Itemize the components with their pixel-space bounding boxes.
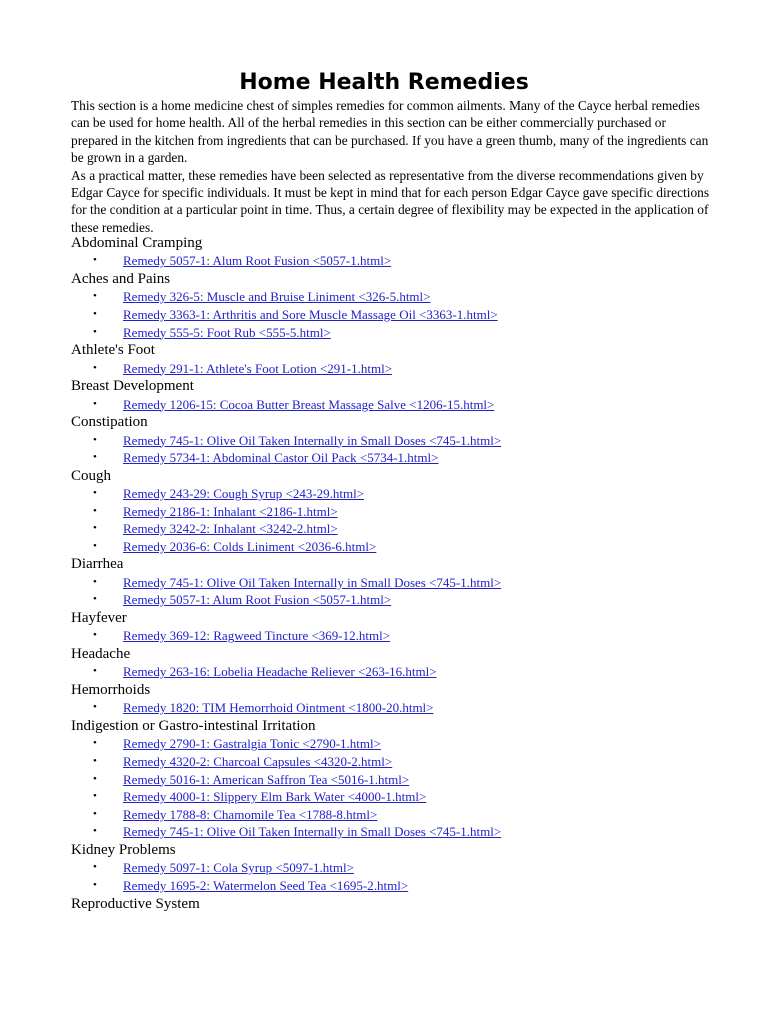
list-item — [71, 396, 731, 414]
list-item — [71, 520, 731, 538]
section-title: Reproductive System — [71, 895, 200, 912]
bullet-icon: • — [93, 307, 97, 320]
remedy-sections — [71, 234, 731, 913]
remedy-list — [71, 663, 731, 681]
section-title: Indigestion or Gastro-intestinal Irritation — [71, 718, 316, 734]
remedy-link[interactable]: Remedy 5057-1: Alum Root Fusion <5057-1.html> — [123, 592, 392, 608]
list-item — [71, 574, 731, 592]
list-item — [71, 788, 731, 806]
bullet-icon: • — [93, 790, 97, 803]
remedy-section — [71, 234, 731, 270]
bullet-icon: • — [93, 451, 97, 464]
remedy-link[interactable]: Remedy 5016-1: American Saffron Tea <5016-1.html> — [123, 771, 410, 787]
remedy-link[interactable]: Remedy 2790-1: Gastralgia Tonic <2790-1.html> — [123, 736, 381, 752]
remedy-list — [71, 288, 731, 341]
remedy-link[interactable]: Remedy 4320-2: Charcoal Capsules <4320-2.html> — [123, 753, 393, 769]
remedy-section — [71, 895, 731, 913]
bullet-icon: • — [93, 290, 97, 303]
remedy-link[interactable]: Remedy 3242-2: Inhalant <3242-2.html> — [123, 521, 338, 537]
section-title: Cough — [71, 467, 112, 484]
list-item — [71, 806, 731, 824]
list-item — [71, 859, 731, 877]
remedy-link[interactable]: Remedy 2186-1: Inhalant <2186-1.html> — [123, 503, 338, 519]
remedy-link[interactable]: Remedy 263-16: Lobelia Headache Reliever <263-16.html> — [123, 664, 437, 680]
section-title: Hayfever — [71, 610, 127, 627]
bullet-icon: • — [93, 487, 97, 500]
list-item — [71, 503, 731, 521]
section-title: Abdominal Cramping — [71, 235, 203, 251]
section-title: Headache — [71, 646, 131, 663]
list-item — [71, 485, 731, 503]
remedy-link[interactable]: Remedy 745-1: Olive Oil Taken Internally in Small Doses <745-1.html> — [123, 824, 502, 840]
intro-text — [71, 97, 711, 236]
list-item — [71, 823, 731, 841]
section-title: Hemorrhoids — [71, 682, 151, 699]
list-item — [71, 432, 731, 450]
list-item — [71, 663, 731, 681]
remedy-link[interactable]: Remedy 555-5: Foot Rub <555-5.html> — [123, 324, 331, 340]
bullet-icon: • — [93, 522, 97, 535]
remedy-link[interactable]: Remedy 3363-1: Arthritis and Sore Muscle Massage Oil <3363-1.html> — [123, 306, 498, 322]
list-item — [71, 360, 731, 378]
remedy-list — [71, 252, 731, 270]
bullet-icon: • — [93, 629, 97, 642]
bullet-icon: • — [93, 593, 97, 606]
list-item — [71, 324, 731, 342]
bullet-icon: • — [93, 665, 97, 678]
remedy-section — [71, 413, 731, 467]
remedy-link[interactable]: Remedy 1788-8: Chamomile Tea <1788-8.html> — [123, 806, 378, 822]
remedy-section — [71, 341, 731, 377]
remedy-link[interactable]: Remedy 5734-1: Abdominal Castor Oil Pack <5734-1.html> — [123, 450, 439, 466]
list-item — [71, 538, 731, 556]
bullet-icon: • — [93, 539, 97, 552]
list-item — [71, 306, 731, 324]
section-title: Diarrhea — [71, 556, 124, 573]
bullet-icon: • — [93, 397, 97, 410]
remedy-list — [71, 485, 731, 555]
remedy-list — [71, 735, 731, 841]
list-item — [71, 699, 731, 717]
remedy-section — [71, 270, 731, 341]
page-title: Home Health Remedies — [239, 70, 529, 95]
bullet-icon: • — [93, 754, 97, 767]
remedy-section — [71, 717, 731, 841]
remedy-section — [71, 681, 731, 717]
remedy-list — [71, 396, 731, 414]
list-item — [71, 877, 731, 895]
intro-paragraph-1: This section is a home medicine chest of simples remedies for common ailments. Many of the Cayce herbal remedies can be used for home health. All of the herbal remedies in this section can be either commercially purchased or prepared in the kitchen from ingredients that can be purchased. If you have a green thumb, many of the ingredients can be grown in a garden. — [71, 98, 709, 166]
remedy-section — [71, 841, 731, 895]
remedy-section — [71, 467, 731, 556]
section-title: Aches and Pains — [71, 270, 171, 287]
remedy-link[interactable]: Remedy 1206-15: Cocoa Butter Breast Massage Salve <1206-15.html> — [123, 396, 495, 412]
section-title: Breast Development — [71, 378, 194, 395]
remedy-list — [71, 432, 731, 467]
remedy-link[interactable]: Remedy 5057-1: Alum Root Fusion <5057-1.html> — [123, 253, 392, 269]
bullet-icon: • — [93, 861, 97, 874]
remedy-link[interactable]: Remedy 1820: TIM Hemorrhoid Ointment <1800-20.html> — [123, 700, 434, 716]
remedy-section — [71, 555, 731, 609]
remedy-link[interactable]: Remedy 4000-1: Slippery Elm Bark Water <4000-1.html> — [123, 789, 427, 805]
remedy-link[interactable]: Remedy 5097-1: Cola Syrup <5097-1.html> — [123, 860, 354, 876]
remedy-link[interactable]: Remedy 745-1: Olive Oil Taken Internally in Small Doses <745-1.html> — [123, 574, 502, 590]
remedy-list — [71, 859, 731, 894]
remedy-section — [71, 645, 731, 681]
remedy-section — [71, 609, 731, 645]
bullet-icon: • — [93, 575, 97, 588]
bullet-icon: • — [93, 807, 97, 820]
list-item — [71, 735, 731, 753]
remedy-link[interactable]: Remedy 745-1: Olive Oil Taken Internally in Small Doses <745-1.html> — [123, 432, 502, 448]
remedy-list — [71, 574, 731, 609]
list-item — [71, 753, 731, 771]
remedy-link[interactable]: Remedy 326-5: Muscle and Bruise Liniment <326-5.html> — [123, 289, 431, 305]
section-title: Athlete's Foot — [71, 342, 155, 359]
remedy-link[interactable]: Remedy 369-12: Ragweed Tincture <369-12.html> — [123, 628, 391, 644]
remedy-link[interactable]: Remedy 291-1: Athlete's Foot Lotion <291-1.html> — [123, 360, 393, 376]
list-item — [71, 627, 731, 645]
list-item — [71, 771, 731, 789]
bullet-icon: • — [93, 361, 97, 374]
section-title: Constipation — [71, 414, 148, 431]
bullet-icon: • — [93, 772, 97, 785]
remedy-list — [71, 699, 731, 717]
remedy-link[interactable]: Remedy 1695-2: Watermelon Seed Tea <1695-2.html> — [123, 877, 409, 893]
remedy-list — [71, 627, 731, 645]
bullet-icon: • — [93, 878, 97, 891]
remedy-link[interactable]: Remedy 243-29: Cough Syrup <243-29.html> — [123, 486, 365, 502]
list-item — [71, 591, 731, 609]
bullet-icon: • — [93, 504, 97, 517]
bullet-icon: • — [93, 325, 97, 338]
list-item — [71, 449, 731, 467]
remedy-list — [71, 360, 731, 378]
remedy-section — [71, 377, 731, 413]
section-title: Kidney Problems — [71, 841, 176, 858]
bullet-icon: • — [93, 825, 97, 838]
bullet-icon: • — [93, 254, 97, 267]
bullet-icon: • — [93, 701, 97, 714]
list-item — [71, 288, 731, 306]
list-item — [71, 252, 731, 270]
intro-paragraph-2: As a practical matter, these remedies have been selected as representative from the diverse recommendations given by Edgar Cayce for specific individuals. It must be kept in mind that for each person Edgar Cayce gave specific directions for the condition at a particular point in time. Thus, a certain degree of flexibility may be expected in the application of these remedies. — [71, 167, 710, 235]
bullet-icon: • — [93, 433, 97, 446]
bullet-icon: • — [93, 737, 97, 750]
remedy-link[interactable]: Remedy 2036-6: Colds Liniment <2036-6.html> — [123, 538, 377, 554]
